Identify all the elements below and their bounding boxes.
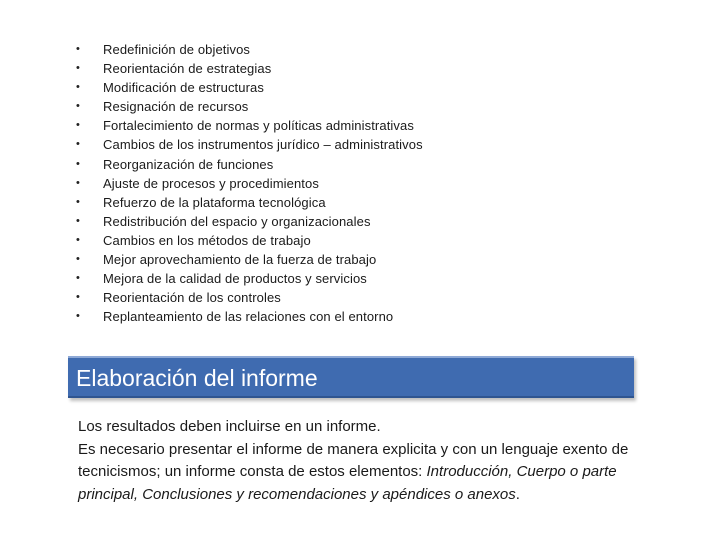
- bullet-icon: •: [76, 43, 80, 55]
- list-item-text: Cambios en los métodos de trabajo: [103, 232, 311, 248]
- list-item-text: Fortalecimiento de normas y políticas administrativas: [103, 118, 414, 134]
- list-item: [74, 97, 423, 116]
- body-plain-text: Es necesario presentar el informe de manera explicita y con un lenguaje exento de tecnicismos; un informe consta de estos elementos:: [78, 440, 629, 480]
- list-item: [74, 269, 423, 288]
- list-item: [74, 231, 423, 250]
- list-item: [74, 174, 423, 193]
- body-text: [78, 416, 658, 506]
- bullet-icon: •: [76, 138, 80, 151]
- list-item: [74, 307, 423, 326]
- list-item-text: Resignación de recursos: [103, 99, 249, 115]
- bullet-icon: •: [76, 81, 80, 94]
- list-item-text: Redistribución del espacio y organizacionales: [103, 213, 371, 229]
- list-item: [74, 288, 423, 307]
- list-item-text: Reorientación de estrategias: [103, 61, 272, 77]
- list-item: [74, 59, 423, 78]
- bullet-icon: •: [76, 253, 80, 266]
- list-item: [74, 212, 423, 231]
- bullet-icon: •: [76, 233, 80, 246]
- list-item-text: Redefinición de objetivos: [103, 42, 251, 57]
- section-title: Elaboración del informe: [76, 365, 318, 391]
- list-item: [74, 250, 423, 269]
- bullet-icon: •: [76, 176, 80, 189]
- list-item: [74, 135, 423, 154]
- body-end-text: .: [515, 485, 520, 503]
- list-item: [74, 193, 423, 212]
- list-item: [74, 78, 423, 97]
- list-item: [74, 155, 423, 174]
- bullet-icon: •: [76, 214, 80, 227]
- list-item: [74, 116, 423, 135]
- body-paragraph-1: Los resultados deben incluirse en un informe.: [78, 418, 381, 435]
- body-paragraph-2: [78, 439, 658, 507]
- list-item-text: Replanteamiento de las relaciones con el entorno: [103, 309, 394, 325]
- list-item-text: Reorientación de los controles: [103, 290, 281, 306]
- bullet-icon: •: [76, 195, 80, 208]
- bullet-list: [74, 40, 423, 326]
- bullet-icon: •: [76, 100, 80, 113]
- bullet-icon: •: [76, 310, 80, 323]
- list-item-text: Mejora de la calidad de productos y servicios: [103, 271, 367, 287]
- list-item-text: Reorganización de funciones: [103, 156, 274, 172]
- list-item: [74, 40, 423, 59]
- section-banner: [68, 356, 634, 398]
- list-item-text: Ajuste de procesos y procedimientos: [103, 175, 319, 191]
- body-italic-text: Introducción, Cuerpo o parte principal, Conclusiones y recomendaciones y apéndices o anexos: [78, 463, 617, 503]
- list-item-text: Modificación de estructuras: [103, 80, 264, 96]
- bullet-icon: •: [76, 119, 80, 132]
- bullet-icon: •: [76, 291, 80, 304]
- list-item-text: Mejor aprovechamiento de la fuerza de trabajo: [103, 252, 377, 268]
- list-item-text: Refuerzo de la plataforma tecnológica: [103, 194, 326, 210]
- bullet-icon: •: [76, 62, 80, 75]
- bullet-icon: •: [76, 157, 80, 170]
- list-item-text: Cambios de los instrumentos jurídico – administrativos: [103, 137, 423, 153]
- bullet-icon: •: [76, 272, 80, 285]
